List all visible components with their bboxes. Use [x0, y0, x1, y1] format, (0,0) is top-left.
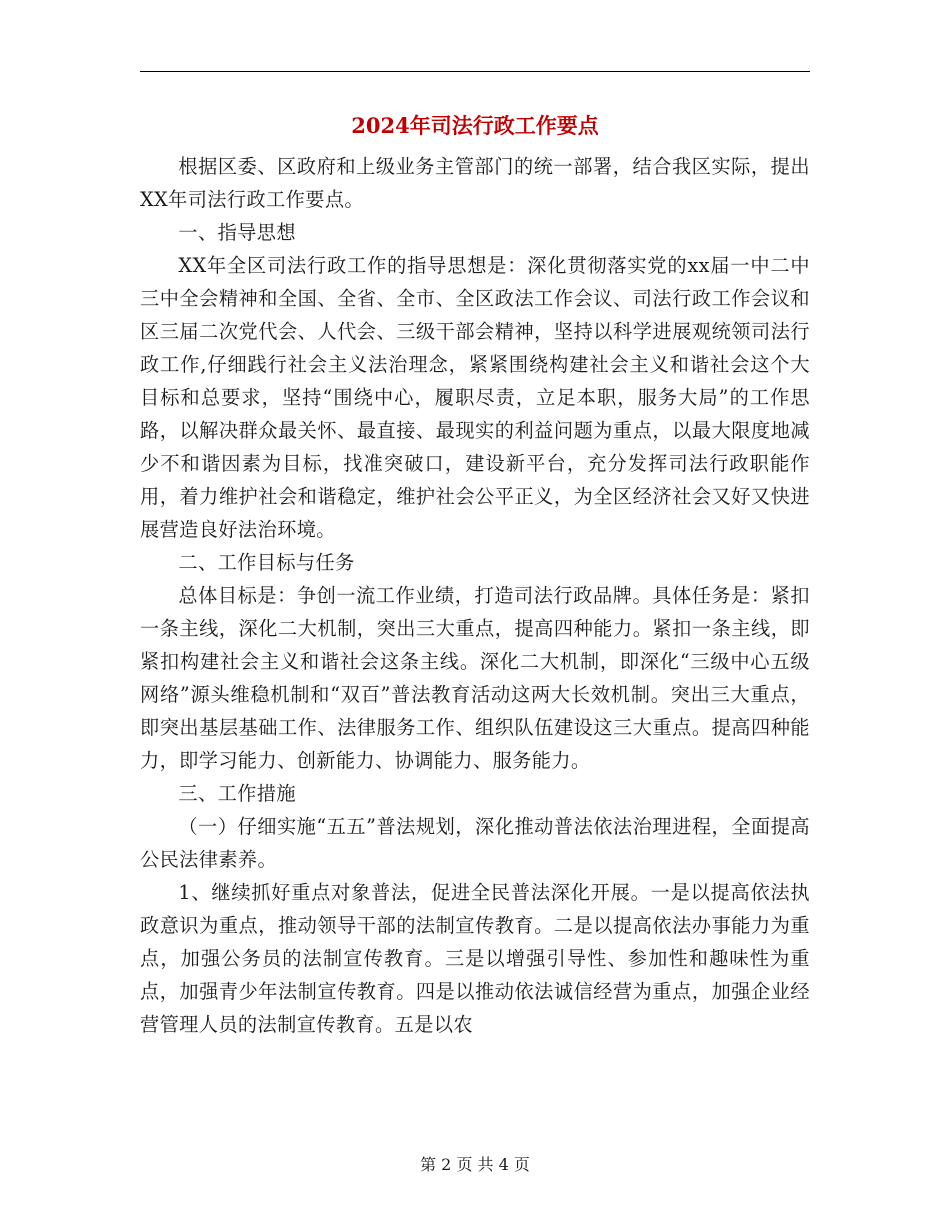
- header-rule: [140, 71, 810, 72]
- section-heading-guiding-ideology: 一、指导思想: [178, 221, 296, 244]
- section-heading-work-measures: 三、工作措施: [178, 782, 296, 805]
- paragraph-guiding-ideology: XX年全区司法行政工作的指导思想是：深化贯彻落实党的xx届一中二中三中全会精神和全国、全省、全市、全区政法工作会议、司法行政工作会议和区三届二次党代会、人代会、三级干部会精神，坚持以科学进展观统领司法行政工作,仔细践行社会主义法治理念，紧紧围绕构建社会主义和谐社会这个大目标和总要求，坚持“围绕中心，履职尽责，立足本职，服务大局”的工作思路，以解决群众最关怀、最直接、最现实的利益问题为重点，以最大限度地减少不和谐因素为目标，找准突破口，建设新平台，充分发挥司法行政职能作用，着力维护社会和谐稳定，维护社会公平正义，为全区经济社会又好又快进展营造良好法治环境。: [140, 254, 810, 541]
- subsection-heading-legal-education: （一）仔细实施“五五”普法规划，深化推动普法依法治理进程，全面提高公民法律素养。: [140, 815, 810, 871]
- paragraph-key-targets: 1、继续抓好重点对象普法，促进全民普法深化开展。一是以提高依法执政意识为重点，推动领导干部的法制宣传教育。二是以提高依法办事能力为重点，加强公务员的法制宣传教育。三是以增强引导性、参加性和趣味性为重点，加强青少年法制宣传教育。四是以推动依法诚信经营为重点，加强企业经营管理人员的法制宣传教育。五是以农: [140, 881, 810, 1036]
- paragraph-goals-tasks: 总体目标是：争创一流工作业绩，打造司法行政品牌。具体任务是：紧扣一条主线，深化二大机制，突出三大重点，提高四种能力。紧扣一条主线，即紧扣构建社会主义和谐社会这条主线。深化二大机制，即深化“三级中心五级网络”源头维稳机制和“双百”普法教育活动这两大长效机制。突出三大重点，即突出基层基础工作、法律服务工作、组织队伍建设这三大重点。提高四种能力，即学习能力、创新能力、协调能力、服务能力。: [140, 584, 810, 772]
- document-body: [140, 150, 810, 1041]
- paragraph-intro: 根据区委、区政府和上级业务主管部门的统一部署，结合我区实际，提出XX年司法行政工作要点。: [140, 155, 810, 211]
- document-title: 2024年司法行政工作要点: [351, 113, 599, 138]
- page-number-footer: 第 2 页 共 4 页: [420, 1155, 530, 1174]
- section-heading-goals-tasks: 二、工作目标与任务: [178, 551, 355, 574]
